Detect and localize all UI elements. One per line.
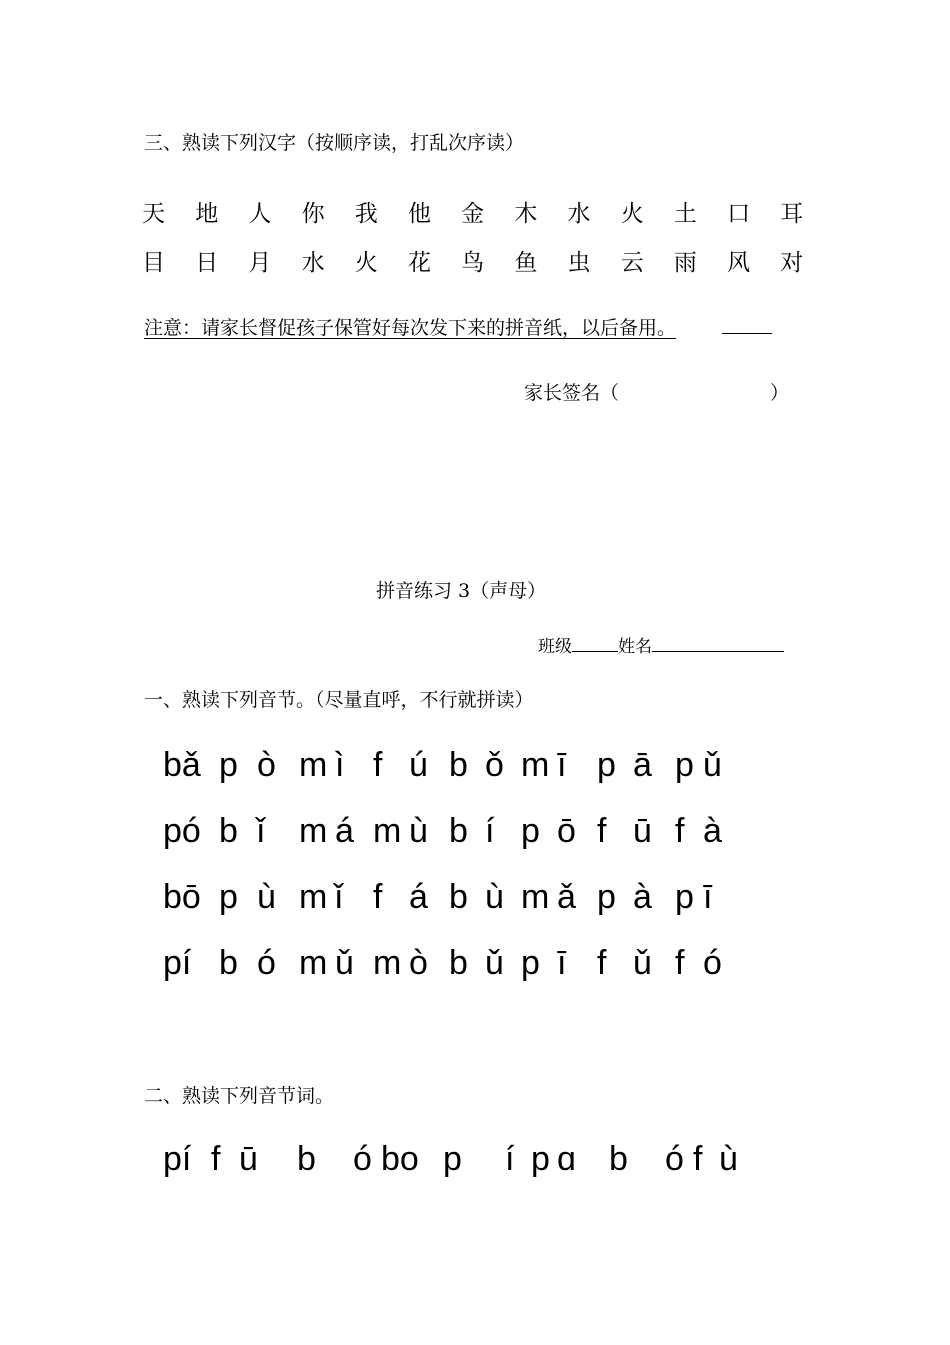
pinyin-syllable: pí <box>163 944 192 982</box>
pinyin-syllable: à <box>633 878 652 916</box>
hanzi-char: 口 <box>727 201 751 227</box>
pinyin-syllable: ū <box>239 1140 258 1178</box>
pinyin-syllable: pó <box>163 812 201 850</box>
pinyin-syllable: m <box>373 812 402 850</box>
pinyin-syllable: ǐ <box>335 878 343 916</box>
section1-heading: 一、熟读下列音节。（尽量直呼，不行就拼读） <box>144 689 534 711</box>
pinyin-syllable: f <box>597 812 607 850</box>
pinyin-syllable: m <box>299 878 328 916</box>
hanzi-char: 火 <box>354 250 378 276</box>
hanzi-char: 水 <box>567 201 591 227</box>
hanzi-char: 火 <box>620 201 644 227</box>
pinyin-syllable: ɑ <box>557 1140 576 1178</box>
hanzi-char: 他 <box>407 201 431 227</box>
pinyin-syllable: á <box>409 878 428 916</box>
hanzi-char: 风 <box>727 250 751 276</box>
hanzi-char: 鸟 <box>461 250 485 276</box>
pinyin-syllable: b <box>449 944 468 982</box>
hanzi-char: 虫 <box>567 250 591 276</box>
pinyin-syllable: à <box>703 812 722 850</box>
pinyin-syllable: p <box>531 1140 550 1178</box>
pinyin-syllable: p <box>443 1140 462 1178</box>
pinyin-syllable: f <box>597 944 607 982</box>
pinyin-syllable: m <box>521 746 550 784</box>
parent-signature-close: ） <box>770 382 790 404</box>
pinyin-syllable: ī <box>703 878 713 916</box>
pinyin-syllable: ǔ <box>335 944 354 982</box>
pinyin-syllable: b <box>449 746 468 784</box>
pinyin-syllable: b <box>219 944 238 982</box>
pinyin-syllable: ù <box>257 878 276 916</box>
pinyin-syllable: ū <box>633 812 652 850</box>
hanzi-char: 花 <box>407 250 431 276</box>
pinyin-syllable: b <box>297 1140 316 1178</box>
hanzi-char: 目 <box>142 250 165 276</box>
hanzi-char: 天 <box>142 201 165 227</box>
pinyin-syllable: p <box>521 944 540 982</box>
hanzi-char: 雨 <box>673 250 697 276</box>
pinyin-syllable: p <box>597 878 616 916</box>
pinyin-syllable: ò <box>257 746 276 784</box>
hanzi-char: 鱼 <box>514 250 538 276</box>
hanzi-char: 月 <box>248 250 272 276</box>
pinyin-syllable: b <box>449 812 468 850</box>
name-label: 姓名 <box>618 637 652 657</box>
pinyin-syllable: ù <box>485 878 504 916</box>
hanzi-char: 云 <box>620 250 644 276</box>
pinyin-syllable: ì <box>335 746 345 784</box>
pinyin-syllable: p <box>521 812 540 850</box>
class-name-line <box>538 632 784 657</box>
pinyin-syllable: bō <box>163 878 201 916</box>
pinyin-syllable: ǔ <box>633 944 652 982</box>
hanzi-char: 水 <box>301 250 325 276</box>
pinyin-syllable: m <box>299 812 328 850</box>
pinyin-syllable: m <box>521 878 550 916</box>
pinyin-row-3 <box>163 878 733 917</box>
class-blank <box>572 635 618 652</box>
pinyin-syllable: pí <box>163 1140 192 1178</box>
pinyin-syllable: á <box>335 812 354 850</box>
pinyin-syllable: p <box>219 878 238 916</box>
pinyin-syllable: ǔ <box>703 746 722 784</box>
pinyin-syllable: ù <box>719 1140 738 1178</box>
pinyin-syllable: í <box>505 1140 515 1178</box>
pinyin-word-row <box>163 1140 749 1179</box>
section3-heading: 三、熟读下列汉字（按顺序读，打乱次序读） <box>144 132 525 154</box>
pinyin-syllable: f <box>693 1140 703 1178</box>
pinyin-syllable: p <box>219 746 238 784</box>
pinyin-syllable: m <box>373 944 402 982</box>
pinyin-syllable: ǎ <box>557 878 576 916</box>
pinyin-syllable: m <box>299 746 328 784</box>
pinyin-syllable: ī <box>557 944 567 982</box>
hanzi-char: 对 <box>780 250 804 276</box>
pinyin-row-2 <box>163 812 733 851</box>
pinyin-syllable: f <box>373 746 383 784</box>
pinyin-syllable: p <box>675 878 694 916</box>
pinyin-syllable: ú <box>409 746 428 784</box>
pinyin-syllable: p <box>597 746 616 784</box>
pinyin-syllable: f <box>675 944 685 982</box>
hanzi-char: 金 <box>461 201 485 227</box>
hanzi-char: 你 <box>301 201 325 227</box>
pinyin-syllable: bǎ <box>163 746 201 784</box>
hanzi-char: 地 <box>195 201 219 227</box>
hanzi-char: 日 <box>195 250 219 276</box>
pinyin-syllable: ǔ <box>485 944 504 982</box>
pinyin-syllable: bo <box>381 1140 419 1178</box>
hanzi-char: 人 <box>248 201 272 227</box>
parent-note: 注意：请家长督促孩子保管好每次发下来的拼音纸，以后备用。 <box>144 317 677 339</box>
pinyin-syllable: m <box>299 944 328 982</box>
note-underline <box>722 333 772 334</box>
pinyin-syllable: f <box>211 1140 221 1178</box>
class-label: 班级 <box>538 637 572 657</box>
pinyin-syllable: b <box>449 878 468 916</box>
pinyin-syllable: ǐ <box>257 812 265 850</box>
pinyin-syllable: f <box>373 878 383 916</box>
pinyin-syllable: ó <box>257 944 276 982</box>
name-blank <box>652 635 784 652</box>
pinyin-row-1 <box>163 746 733 785</box>
pinyin-syllable: f <box>675 812 685 850</box>
pinyin-syllable: ò <box>409 944 428 982</box>
hanzi-char: 耳 <box>780 201 804 227</box>
hanzi-char: 我 <box>354 201 378 227</box>
pinyin-syllable: ó <box>665 1140 684 1178</box>
pinyin-syllable: ā <box>633 746 652 784</box>
pinyin-syllable: ī <box>557 746 567 784</box>
hanzi-char: 木 <box>514 201 538 227</box>
pinyin-syllable: ō <box>557 812 576 850</box>
hanzi-char: 土 <box>673 201 697 227</box>
pinyin-syllable: ù <box>409 812 428 850</box>
parent-signature-label: 家长签名（ <box>524 382 620 404</box>
pinyin-row-4 <box>163 944 733 983</box>
hanzi-row-2 <box>142 244 833 277</box>
section2-heading: 二、熟读下列音节词。 <box>144 1085 335 1107</box>
page-title: 拼音练习 3（声母） <box>376 580 547 602</box>
hanzi-row-1 <box>142 195 833 228</box>
pinyin-syllable: í <box>485 812 495 850</box>
pinyin-syllable: p <box>675 746 694 784</box>
pinyin-syllable: b <box>609 1140 628 1178</box>
pinyin-syllable: ǒ <box>485 746 504 784</box>
pinyin-syllable: ó <box>703 944 722 982</box>
pinyin-syllable: ó <box>353 1140 372 1178</box>
pinyin-syllable: b <box>219 812 238 850</box>
